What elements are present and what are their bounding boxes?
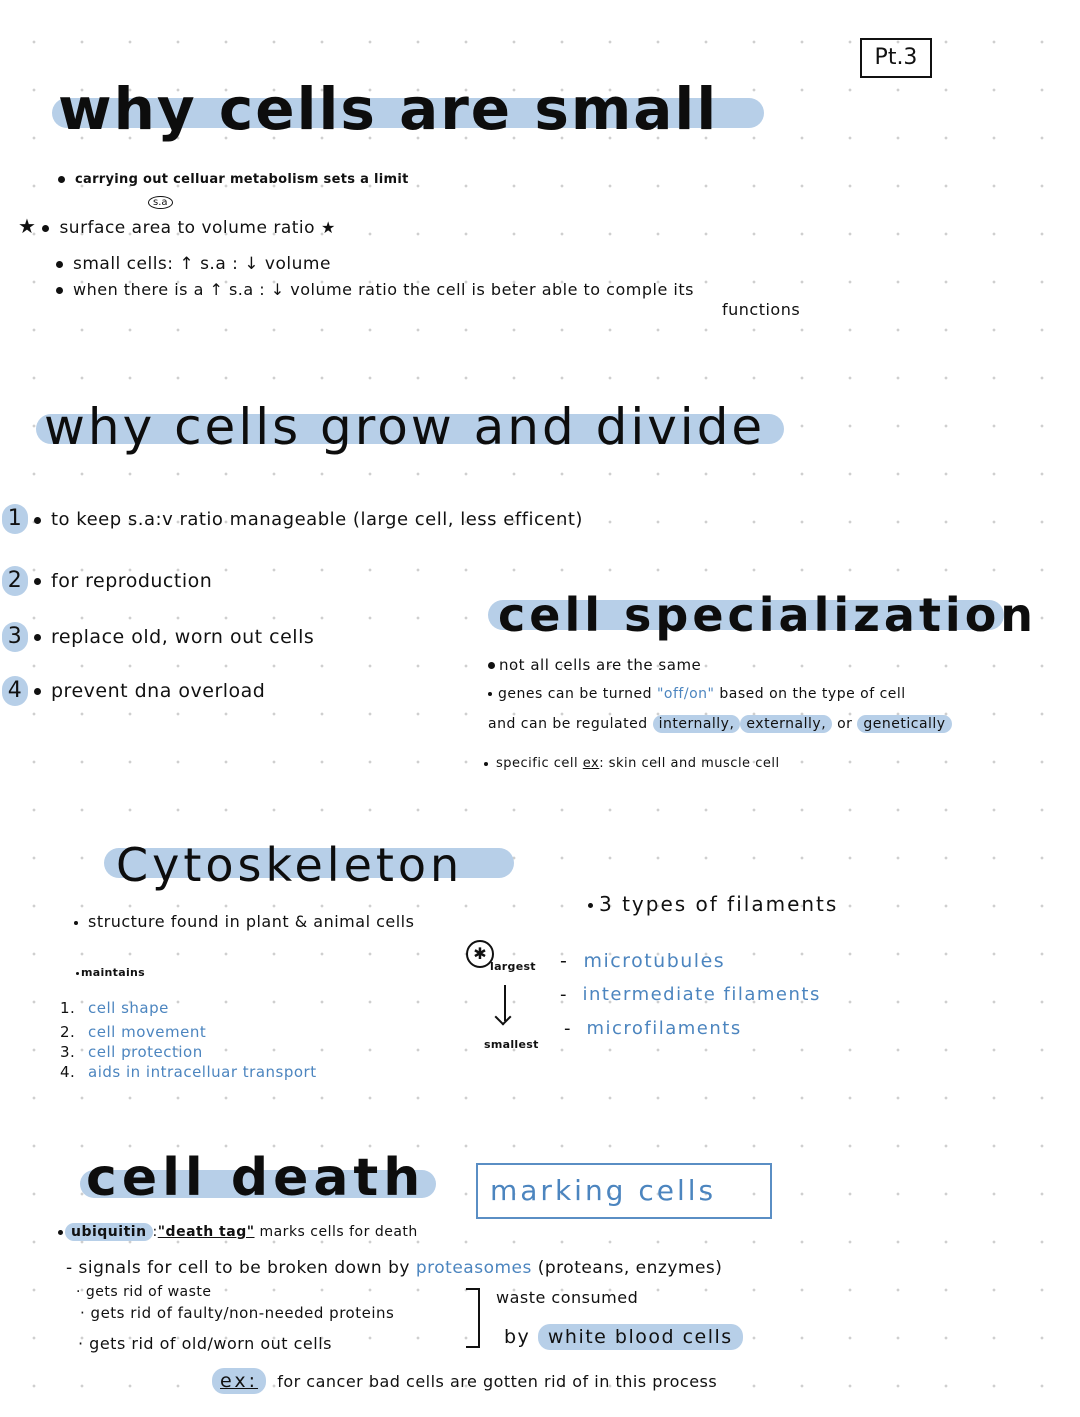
heading-text: why cells are small [58,75,719,143]
bullet-dot [488,692,492,696]
spec-bullet-not-all: not all cells are the same [488,656,701,674]
filaments-title: 3 types of filaments [588,892,838,916]
heading-text: cell death [86,1148,426,1208]
filament-microtubules: - microtubules [560,950,726,972]
by-white-blood-cells: by white blood cells [504,1326,743,1348]
number-badge: 2 [2,566,28,596]
death-sub-proteins: · gets rid of faulty/non-needed proteins [80,1304,395,1322]
bullet-dot [484,762,488,766]
bullet-dot [56,261,63,268]
death-signals: - signals for cell to be broken down by proteasomes (proteans, enzymes) [66,1258,723,1278]
heading-text: cell specialization [498,588,1038,642]
heading-cell-specialization [498,588,1038,642]
waste-consumed: waste consumed [496,1288,639,1307]
spec-bullet-regulated: and can be regulated internally, externally, or genetically [488,716,952,732]
grow-item-1: 1 to keep s.a:v ratio manageable (large cell, less efficent) [2,504,583,534]
bullet-dot [488,662,495,669]
death-ubiquitin: ubiquitin :"death tag" marks cells for death [58,1224,418,1240]
cyto-list-item: 2. cell movement [60,1023,207,1041]
star-circle-icon: ✱ [466,940,494,968]
filament-intermediate: - intermediate filaments [560,984,821,1005]
arrow-down-icon [504,985,506,1021]
bullet-small-cells: small cells: ↑ s.a : ↓ volume [50,254,331,274]
grow-item-4: 4 prevent dna overload [2,676,265,706]
death-sub-waste: · gets rid of waste [76,1284,212,1300]
highlight-externally: externally, [740,715,832,733]
bullet-metabolism: carrying out celluar metabolism sets a limit [52,172,409,187]
number-badge: 4 [2,676,28,706]
heading-text: Cytoskeleton [116,838,464,892]
spec-bullet-genes: genes can be turned "off/on" based on the type of cell [488,686,906,702]
bullet-dot [74,921,78,925]
heading-cell-death [86,1148,426,1208]
bullet-dot [56,287,63,294]
highlight-internally: internally, [653,715,741,733]
marking-cells-box: marking cells [476,1163,772,1219]
bullet-dot [58,176,65,183]
largest-label: largest [490,960,536,973]
cyto-list-item: 4. aids in intracelluar transport [60,1063,317,1081]
bullet-dot [42,225,49,232]
heading-text: why cells grow and divide [44,398,766,456]
smallest-label: smallest [484,1038,539,1051]
bullet-dot [58,1230,63,1235]
bullet-dot [588,903,593,908]
death-sub-cells: · gets rid of old/worn out cells [78,1334,332,1353]
cyto-list-item: 3. cell protection [60,1043,203,1061]
bullet-dot [34,688,41,695]
number-badge: 3 [2,622,28,652]
bullet-when-ratio: when there is a ↑ s.a : ↓ volume ratio the cell is beter able to comple its [50,280,694,299]
bullet-functions: functions [722,300,801,319]
cyto-list-item: 1. cell shape [60,999,169,1017]
star-icon: ★ [18,214,37,238]
cyto-maintains-list [60,996,317,1084]
grow-item-2: 2 for reproduction [2,566,212,596]
page-tag: Pt.3 [860,38,932,78]
bullet-dot [34,634,41,641]
heading-why-cells-small [58,75,719,143]
grow-item-3: 3 replace old, worn out cells [2,622,314,652]
heading-grow-divide [44,398,766,456]
death-example: ex: for cancer bad cells are gotten rid of in this process [212,1370,717,1392]
highlight-ubiquitin: ubiquitin [65,1223,153,1241]
cyto-structure: structure found in plant & animal cells [74,912,414,931]
spec-bullet-example: specific cell ex: skin cell and muscle cell [484,756,780,771]
bullet-surface-area: ★ surface area to volume ratio ★ [18,214,336,238]
highlight-ex: ex: [212,1368,266,1394]
heading-cytoskeleton [116,838,464,892]
number-badge: 1 [2,504,28,534]
highlight-genetically: genetically [857,715,951,733]
sa-annotation: s.a [148,196,173,209]
highlight-white-blood-cells: white blood cells [538,1324,743,1350]
bullet-dot [34,578,41,585]
bullet-dot [34,517,41,524]
bullet-dot [76,972,79,975]
filament-microfilaments: - microfilaments [564,1018,742,1039]
cyto-maintains: maintains [76,966,145,979]
bracket-icon [466,1288,480,1348]
star-icon: ★ [320,218,336,237]
